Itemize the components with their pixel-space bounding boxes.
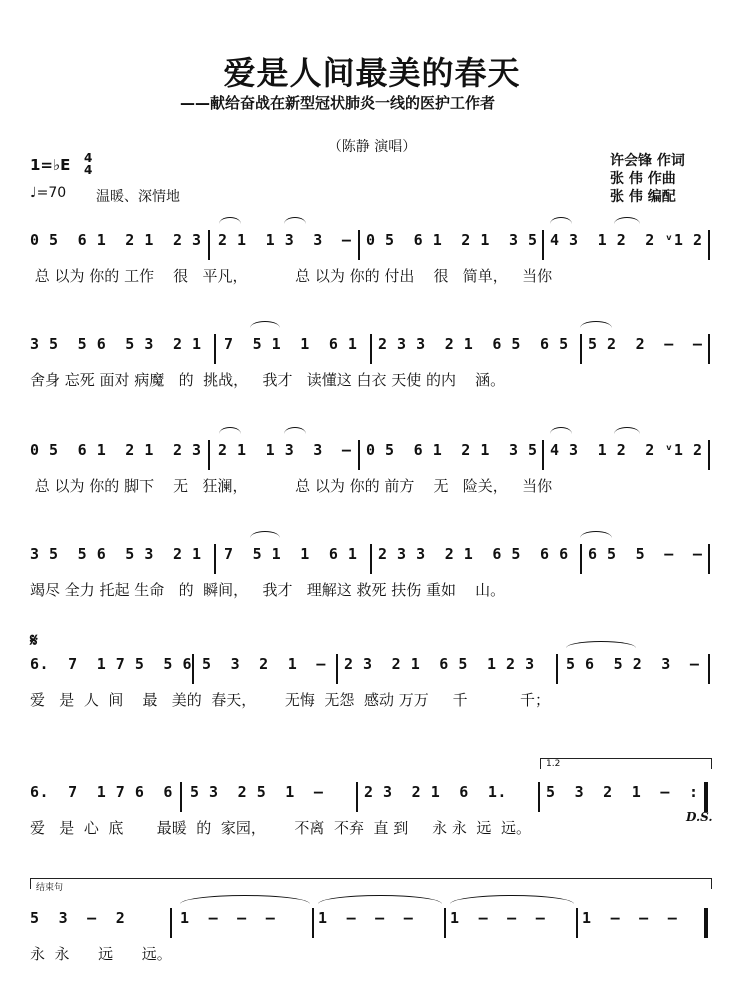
slur-mark — [284, 427, 306, 434]
measure-notes: 5 3 2 5 1 – — [190, 783, 324, 801]
barline — [538, 782, 540, 812]
barline — [708, 334, 710, 364]
segno-sign: 𝄋 — [30, 630, 38, 651]
volta-bracket — [540, 758, 712, 769]
slur-mark — [614, 427, 640, 434]
barline — [170, 908, 172, 938]
measure-notes: 6. 7 1 7 5 5 6 — [30, 655, 193, 673]
final-barline — [704, 908, 708, 938]
slur-mark — [219, 217, 241, 224]
measure-notes: 3 5 5 6 5 3 2 1 — [30, 545, 202, 563]
barline — [580, 334, 582, 364]
slur-mark — [550, 217, 572, 224]
lyrics-line: 总 以为 你的 工作 很 平凡， 总 以为 你的 付出 很 简单， 当你 — [30, 267, 553, 285]
measure-notes: 1 – – – — [450, 909, 546, 927]
measure-notes: 1 – – – — [318, 909, 414, 927]
barline — [358, 440, 360, 470]
barline — [708, 230, 710, 260]
ending-bracket — [30, 878, 712, 889]
barline — [542, 230, 544, 260]
measure-notes: 7 5 1 1 6 1 — [224, 545, 358, 563]
measure-notes: 2 3 2 1 6 1. — [364, 783, 507, 801]
lyrics-line: 爱 是 心 底 最暖 的 家园， 不离 不弃 直 到 永 永 远 远。 — [30, 819, 531, 837]
measure-notes: 5 6 5 2 3 – — [566, 655, 700, 673]
expression-marking: 温暖、深情地 — [96, 189, 180, 205]
singer-credit: （陈静 演唱） — [327, 139, 417, 155]
measure-notes: 5 3 2 1 – — [202, 655, 326, 673]
tie-mark — [318, 895, 442, 904]
lyrics-line: 舍身 忘死 面对 病魔 的 挑战， 我才 读懂这 白衣 天使 的内 涵。 — [30, 371, 506, 389]
measure-notes: 2 1 1 3 3 – — [218, 231, 352, 249]
measure-notes: 1 – – – — [582, 909, 678, 927]
barline — [358, 230, 360, 260]
barline — [542, 440, 544, 470]
composer-credit: 张 伟 作曲 — [610, 171, 676, 187]
volta-label: 1.2 — [546, 759, 561, 769]
slur-mark — [219, 427, 241, 434]
barline — [180, 782, 182, 812]
slur-mark — [614, 217, 640, 224]
score-system-1 — [0, 226, 744, 296]
barline — [444, 908, 446, 938]
barline — [556, 654, 558, 684]
measure-notes: 0 5 6 1 2 1 2 3 — [30, 441, 202, 459]
barline — [576, 908, 578, 938]
barline — [312, 908, 314, 938]
measure-notes: 1 – – – — [180, 909, 276, 927]
measure-notes: 7 5 1 1 6 1 — [224, 335, 358, 353]
score-system-2 — [0, 330, 744, 400]
tie-mark — [450, 895, 574, 904]
repeat-barline — [704, 782, 708, 812]
lyrics-line: 永 永 远 远。 — [30, 945, 172, 963]
barline — [708, 544, 710, 574]
measure-notes: 2 3 3 2 1 6 5 6 6 — [378, 545, 569, 563]
score-system-6 — [0, 778, 744, 848]
tempo-marking: ♩=70 — [30, 185, 67, 201]
lyrics-line: 爱 是 人 间 最 美的 春天， 无悔 无怨 感动 万万 千 千； — [30, 691, 551, 709]
time-signature-bottom: 4 — [84, 163, 93, 177]
lyrics-line: 竭尽 全力 托起 生命 的 瞬间， 我才 理解这 救死 扶伤 重如 山。 — [30, 581, 506, 599]
measure-notes: 0 5 6 1 2 1 3 5 — [366, 441, 538, 459]
slur-mark — [550, 427, 572, 434]
barline — [192, 654, 194, 684]
lyricist-credit: 许会锋 作词 — [610, 153, 685, 169]
slur-mark — [580, 531, 612, 538]
barline — [214, 544, 216, 574]
song-subtitle: ——献给奋战在新型冠状肺炎一线的医护工作者 — [180, 94, 496, 112]
arranger-credit: 张 伟 编配 — [610, 189, 676, 205]
slur-mark — [566, 641, 636, 648]
lyrics-line: 总 以为 你的 脚下 无 狂澜， 总 以为 你的 前方 无 险关， 当你 — [30, 477, 553, 495]
measure-notes: 6. 7 1 7 6 6 — [30, 783, 173, 801]
score-system-4 — [0, 540, 744, 610]
ending-label: 结束句 — [36, 883, 64, 893]
measure-notes: 5 3 2 1 – : — [546, 783, 699, 801]
slur-mark — [250, 321, 280, 328]
measure-notes: 4 3 1 2 2 ᵛ1 2 — [550, 231, 703, 249]
barline — [356, 782, 358, 812]
measure-notes: 2 3 2 1 6 5 1 2 3 — [344, 655, 535, 673]
score-system-7 — [0, 904, 744, 974]
barline — [708, 654, 710, 684]
measure-notes: 0 5 6 1 2 1 2 3 — [30, 231, 202, 249]
dal-segno-mark: D.S. — [686, 810, 713, 824]
measure-notes: 5 2 2 – – — [588, 335, 703, 353]
barline — [208, 230, 210, 260]
measure-notes: 4 3 1 2 2 ᵛ1 2 — [550, 441, 703, 459]
slur-mark — [580, 321, 612, 328]
measure-notes: 0 5 6 1 2 1 3 5 — [366, 231, 538, 249]
barline — [708, 440, 710, 470]
barline — [214, 334, 216, 364]
barline — [370, 544, 372, 574]
tie-mark — [180, 895, 310, 904]
measure-notes: 2 1 1 3 3 – — [218, 441, 352, 459]
score-system-5 — [0, 650, 744, 720]
barline — [370, 334, 372, 364]
score-system-3 — [0, 436, 744, 506]
time-signature-top: 4 — [84, 151, 93, 165]
measure-notes: 6 5 5 – – — [588, 545, 703, 563]
slur-mark — [250, 531, 280, 538]
barline — [208, 440, 210, 470]
song-title: 爱是人间最美的春天 — [223, 54, 521, 92]
barline — [336, 654, 338, 684]
measure-notes: 2 3 3 2 1 6 5 6 5 — [378, 335, 569, 353]
key-signature: 1=♭E — [30, 156, 71, 174]
time-signature — [84, 152, 92, 176]
barline — [580, 544, 582, 574]
measure-notes: 3 5 5 6 5 3 2 1 — [30, 335, 202, 353]
measure-notes: 5 3 – 2 — [30, 909, 126, 927]
slur-mark — [284, 217, 306, 224]
